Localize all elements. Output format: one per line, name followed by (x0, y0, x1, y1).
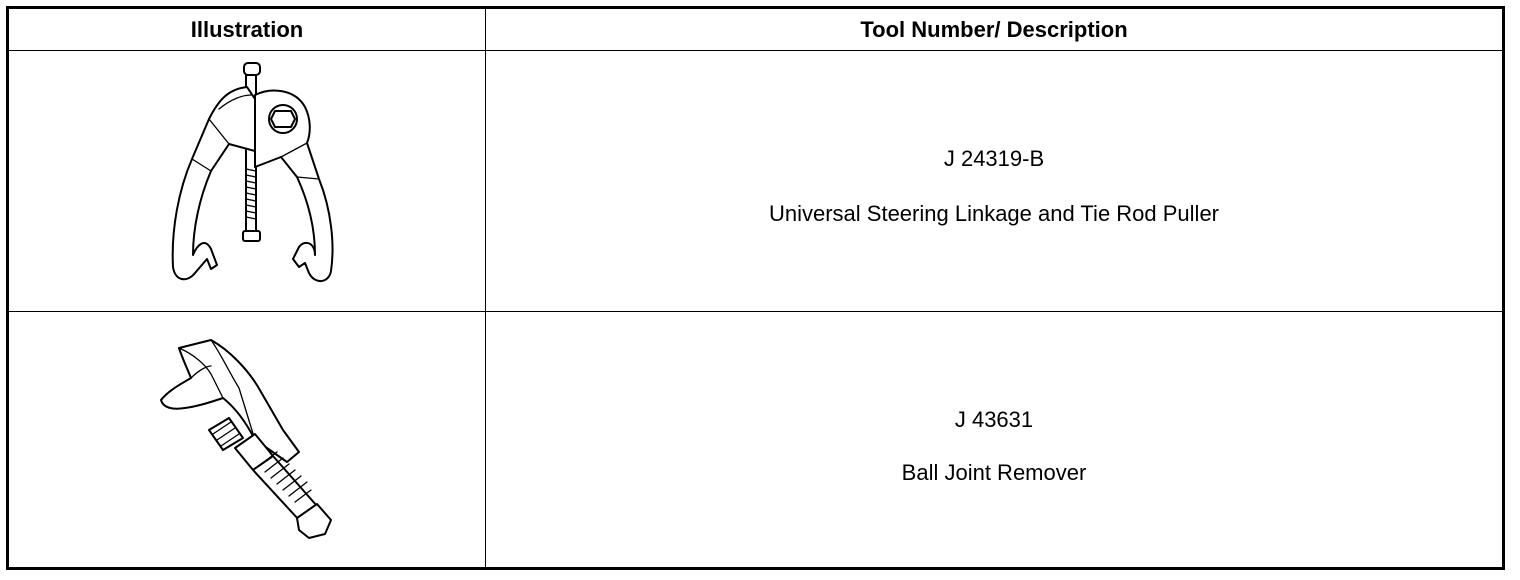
header-illustration: Illustration (190, 17, 304, 42)
header-tool-description: Tool Number/ Description (860, 17, 1128, 42)
tool-number: J 24319-B (943, 146, 1045, 171)
tool-number: J 43631 (954, 407, 1034, 432)
table-row-1-description (486, 51, 1502, 311)
header-row (9, 9, 1502, 51)
tool-description: Ball Joint Remover (901, 460, 1087, 485)
tie-rod-puller-illustration (159, 59, 344, 294)
table-row-2-illustration (9, 312, 485, 567)
tools-table (6, 6, 1505, 570)
table-row-1-illustration (9, 51, 485, 311)
tool-description: Universal Steering Linkage and Tie Rod Puller (768, 201, 1220, 226)
table-row-2-description (486, 312, 1502, 567)
ball-joint-remover-illustration (149, 330, 339, 540)
